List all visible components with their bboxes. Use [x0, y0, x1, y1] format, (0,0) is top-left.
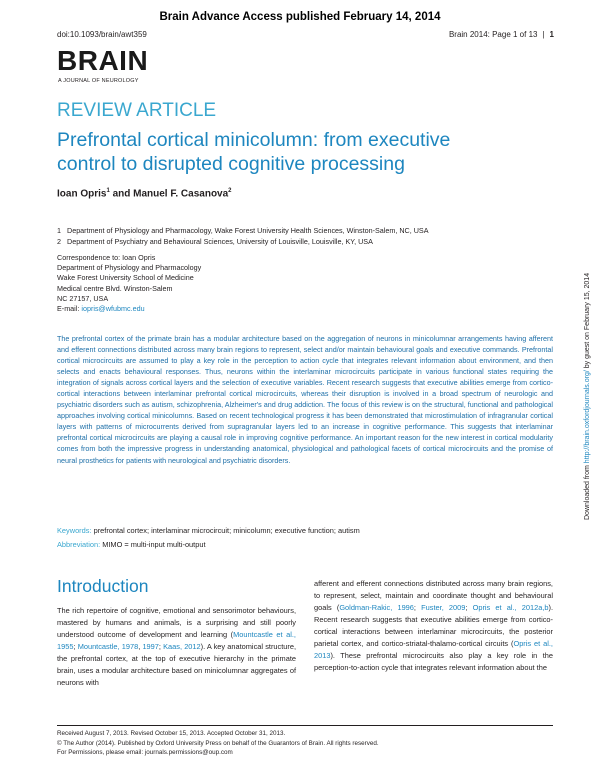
- keywords-text: prefrontal cortex; interlaminar microcircuit; minicolumn; executive function; autism: [93, 526, 360, 535]
- correspondence: [57, 253, 201, 314]
- body-text: ). A key anatomical structure, the prefrontal cortex, at the top of executive hierarchy in the primate brain, uses a modular architecture based on minicolumnar aggregates of neurons with: [57, 642, 296, 687]
- authors-conjunction: and: [112, 188, 131, 200]
- download-note-suffix: by guest on February 15, 2014: [584, 272, 591, 371]
- affiliation-number: 2: [57, 237, 61, 246]
- citation-link[interactable]: Opris et al., 2013: [314, 639, 553, 660]
- journal-logo-subtitle: A JOURNAL OF NEUROLOGY: [58, 78, 139, 84]
- correspondence-line: Medical centre Blvd. Winston-Salem: [57, 283, 173, 293]
- footer-received-line: Received August 7, 2013. Revised October 15, 2013. Accepted October 31, 2013.: [57, 730, 286, 737]
- journal-page: Brain 2014: Page 1 of 13: [448, 30, 538, 39]
- citation-link[interactable]: 1997: [142, 642, 159, 651]
- correspondence-line: NC 27157, USA: [57, 293, 109, 303]
- affiliation-text: Department of Physiology and Pharmacology, Wake Forest University Health Sciences, Winston-Salem, NC, USA: [67, 226, 429, 235]
- author-affiliation-mark[interactable]: 1: [106, 188, 110, 194]
- citation-link[interactable]: Kaas, 2012: [163, 642, 201, 651]
- footer-copyright-line: © The Author (2014). Published by Oxford University Press on behalf of the Guarantors of Brain. All rights reserved.: [57, 739, 379, 747]
- correspondence-line: Correspondence to: Ioan Opris: [57, 253, 156, 262]
- affiliation-number: 1: [57, 226, 61, 235]
- citation-link[interactable]: Fuster, 2009: [421, 603, 466, 612]
- author-affiliation-mark[interactable]: 2: [228, 188, 232, 194]
- body-column-right: [314, 578, 553, 674]
- separator: |: [542, 30, 545, 39]
- body-column-left: [57, 605, 296, 689]
- body-text: ;: [73, 642, 78, 651]
- journal-logo: BRAIN: [57, 45, 149, 76]
- download-note: [584, 250, 591, 520]
- body-text: afferent and efferent connections distributed across many brain regions, to represent, select, maintain and coordinate thought and behavioural goals (: [314, 579, 553, 612]
- abstract: The prefrontal cortex of the primate brain has a modular architecture based on the aggregation of neurons in minicolumnar arrangements having afferent and efferent connections distributed across many brain regions to represent, select and/or maintain behavioural goals and executive commands. Prefrontal cortical microcircuits are assumed to play a key role in the perception to action cycle that integrates relevant information about environment, and then selects and enacts behavioural responses. Thus, neurons within the interlaminar microcircuits participate in various functional states requiring the integration of signals across cortical layers and the selection of executive variables. Recent research suggests that executive abilities emerge from cortico-cortical interactions between interlaminar prefrontal cortical microcircuits, whereas their disruption is involved in a broad spectrum of neurologic and psychiatric disorders such as autism, schizophrenia, Alzheimer's and drug addiction. The focus of this review is on the structural, functional and pathological approaches involving cortical minicolumns. Based on recent technological progress it has been demonstrated that microstimulation of infragranular cortical layers with patterns of microcurrents derived from supragranular layers led to an increase in cognitive performance. This suggests that interlaminar prefrontal cortical microcircuits are playing a causal role in improving cognitive performance. An important reason for the new interest in cortical modularity comes from both the impressive progress in understanding anatomical, physiological and pathological facets of cortical microcircuits and the promise of neural prosthetics for patients with neurological and psychiatric disorders.: [57, 334, 553, 465]
- body-text: ). These prefrontal microcircuits also play a key role in the perception-to-action cycle that integrates relevant information about the: [314, 651, 553, 672]
- citation-link[interactable]: Mountcastle, 1978: [77, 642, 139, 651]
- abbreviation-text: MIMO = multi-input multi-output: [102, 540, 206, 549]
- section-type: REVIEW ARTICLE: [57, 100, 217, 121]
- authors: [57, 188, 232, 199]
- citation-link[interactable]: Goldman-Rakic, 1996: [339, 603, 414, 612]
- correspondence-line: Wake Forest University School of Medicine: [57, 273, 194, 283]
- body-text: ). Recent research suggests that executive abilities emerge from cortico-cortical interactions between interlaminar microcircuits, the posterior parietal cortex, and cortico-striatal-thalamo-cortical circuits (: [314, 603, 554, 648]
- body-text: ;: [158, 642, 164, 651]
- abbreviation-label: Abbreviation:: [57, 540, 101, 549]
- keywords-label: Keywords:: [57, 526, 92, 535]
- citation-link[interactable]: Opris et al., 2012a,b: [472, 603, 549, 612]
- body-text: ;: [413, 603, 422, 612]
- affiliation-text: Department of Psychiatry and Behavioural Sciences, University of Louisville, Louisville, KY, USA: [67, 237, 373, 246]
- body-text: ;: [465, 603, 473, 612]
- email-link[interactable]: iopris@wfubmc.edu: [81, 304, 145, 314]
- author-name[interactable]: Ioan Opris: [57, 188, 107, 200]
- body-text: The rich repertoire of cognitive, emotional and sensorimotor behaviours, mastered by humans and animals, is a surprising and still poorly understood outcome of development and learning (: [57, 606, 296, 639]
- doi[interactable]: doi:10.1093/brain/awt359: [57, 30, 147, 39]
- keywords: [57, 526, 360, 535]
- footer-divider: [57, 725, 553, 726]
- article-title: Prefrontal cortical minicolumn: from executive control to disrupted cognitive processing: [57, 129, 451, 175]
- citation-link[interactable]: Mountcastle et al., 1955: [57, 630, 296, 651]
- abbreviations: [57, 540, 206, 549]
- body-text: ,: [138, 642, 143, 651]
- footer: [57, 729, 379, 758]
- page-number: 1: [549, 30, 554, 39]
- page-info: [449, 30, 554, 39]
- email-label: E-mail:: [57, 304, 82, 314]
- download-note-prefix: Downloaded from: [584, 463, 591, 520]
- correspondence-email-line: [57, 304, 201, 314]
- advance-access-banner: Brain Advance Access published February 14, 2014: [159, 11, 441, 23]
- affiliation-item: [57, 225, 429, 236]
- correspondence-line: Department of Physiology and Pharmacology: [57, 263, 202, 273]
- author-name[interactable]: Manuel F. Casanova: [133, 188, 229, 200]
- download-note-link[interactable]: http://brain.oxfordjournals.org/: [584, 370, 591, 464]
- affiliations: [57, 225, 429, 247]
- affiliation-item: [57, 236, 429, 247]
- section-heading-introduction: Introduction: [57, 576, 149, 596]
- footer-permissions-line: For Permissions, please email: journals.permissions@oup.com: [57, 749, 233, 756]
